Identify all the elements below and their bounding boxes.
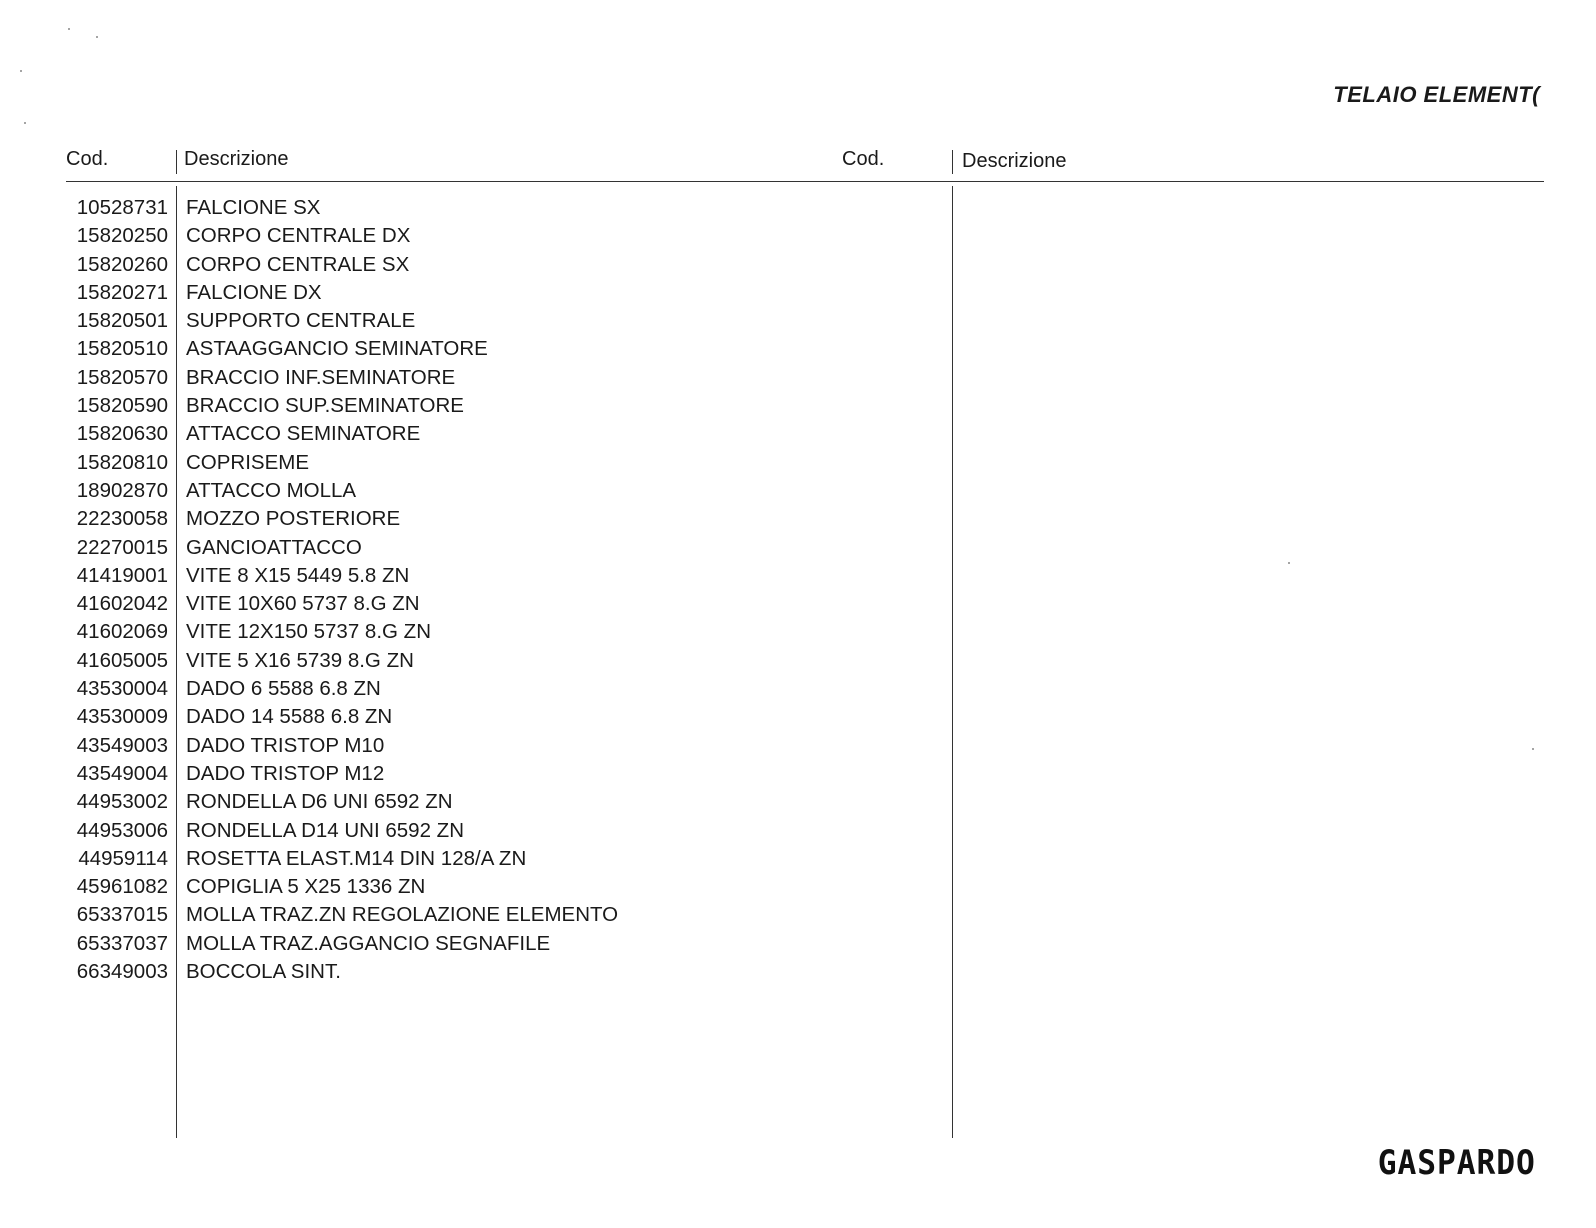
part-code: 15820510 — [76, 337, 168, 361]
part-code: 44953002 — [76, 790, 168, 814]
part-description: MOLLA TRAZ.AGGANCIO SEGNAFILE — [186, 931, 551, 955]
part-description: CORPO CENTRALE DX — [186, 224, 411, 248]
part-code: 41419001 — [76, 563, 168, 587]
part-code: 41602069 — [76, 620, 168, 644]
part-description: FALCIONE DX — [186, 280, 322, 304]
part-code: 43549003 — [76, 733, 168, 757]
part-code: 22230058 — [76, 507, 168, 531]
part-code: 15820590 — [76, 394, 168, 418]
part-code: 43530004 — [76, 677, 168, 701]
part-code: 15820250 — [76, 224, 168, 248]
part-description: VITE 8 X15 5449 5.8 ZN — [186, 563, 410, 587]
part-code: 15820630 — [76, 422, 168, 446]
part-code: 15820810 — [76, 450, 168, 474]
part-code: 15820260 — [76, 252, 168, 276]
part-code: 43530009 — [76, 705, 168, 729]
column-divider — [176, 186, 177, 1138]
part-description: MOLLA TRAZ.ZN REGOLAZIONE ELEMENTO — [186, 903, 619, 927]
part-code: 44953006 — [76, 818, 168, 842]
part-code: 45961082 — [76, 875, 168, 899]
part-code: 41605005 — [76, 648, 168, 672]
scan-speck — [96, 36, 98, 38]
part-description: BRACCIO INF.SEMINATORE — [186, 365, 456, 389]
part-description: CORPO CENTRALE SX — [186, 252, 410, 276]
part-code: 15820271 — [76, 280, 168, 304]
left-description-header: Descrizione — [184, 148, 289, 170]
part-code: 22270015 — [76, 535, 168, 559]
part-code: 15820501 — [76, 309, 168, 333]
part-code: 43549004 — [76, 761, 168, 785]
left-code-header: Cod. — [66, 148, 109, 170]
part-description: VITE 10X60 5737 8.G ZN — [186, 592, 420, 616]
right-description-header: Descrizione — [962, 150, 1067, 172]
part-description: ROSETTA ELAST.M14 DIN 128/A ZN — [186, 846, 527, 870]
part-description: RONDELLA D6 UNI 6592 ZN — [186, 790, 453, 814]
part-description: ATTACCO MOLLA — [186, 478, 357, 502]
part-description: ATTACCO SEMINATORE — [186, 422, 421, 446]
part-description: COPIGLIA 5 X25 1336 ZN — [186, 875, 426, 899]
part-description: VITE 12X150 5737 8.G ZN — [186, 620, 431, 644]
column-divider — [952, 150, 953, 174]
header-rule — [66, 181, 1544, 182]
part-description: DADO 14 5588 6.8 ZN — [186, 705, 393, 729]
part-description: BOCCOLA SINT. — [186, 960, 341, 984]
part-code: 15820570 — [76, 365, 168, 389]
part-code: 41602042 — [76, 592, 168, 616]
page-title: TELAIO ELEMENT( — [1333, 82, 1540, 107]
scan-speck — [68, 28, 70, 30]
part-description: SUPPORTO CENTRALE — [186, 309, 416, 333]
part-code: 18902870 — [76, 478, 168, 502]
part-description: FALCIONE SX — [186, 196, 321, 219]
right-code-header: Cod. — [842, 148, 885, 170]
brand-logo: GASPARDO — [1377, 1143, 1536, 1183]
part-description: MOZZO POSTERIORE — [186, 507, 401, 531]
part-code: 65337015 — [76, 903, 168, 927]
part-description: VITE 5 X16 5739 8.G ZN — [186, 648, 414, 672]
part-description: RONDELLA D14 UNI 6592 ZN — [186, 818, 465, 842]
part-description: ASTAAGGANCIO SEMINATORE — [186, 337, 488, 361]
part-code: 10528731 — [76, 196, 168, 219]
part-description: GANCIOATTACCO — [186, 535, 362, 559]
scan-speck — [1288, 562, 1290, 564]
scan-speck — [1532, 748, 1534, 750]
part-code: 66349003 — [76, 960, 168, 984]
column-divider — [952, 186, 953, 1138]
scan-speck — [20, 70, 22, 72]
column-divider — [176, 150, 177, 174]
part-code: 44959114 — [78, 846, 168, 870]
part-code: 65337037 — [76, 931, 168, 955]
scan-speck — [24, 122, 26, 124]
part-description: DADO TRISTOP M10 — [186, 733, 385, 757]
part-description: COPRISEME — [186, 450, 310, 474]
part-description: DADO 6 5588 6.8 ZN — [186, 677, 381, 701]
part-description: DADO TRISTOP M12 — [186, 761, 385, 785]
part-description: BRACCIO SUP.SEMINATORE — [186, 394, 464, 418]
